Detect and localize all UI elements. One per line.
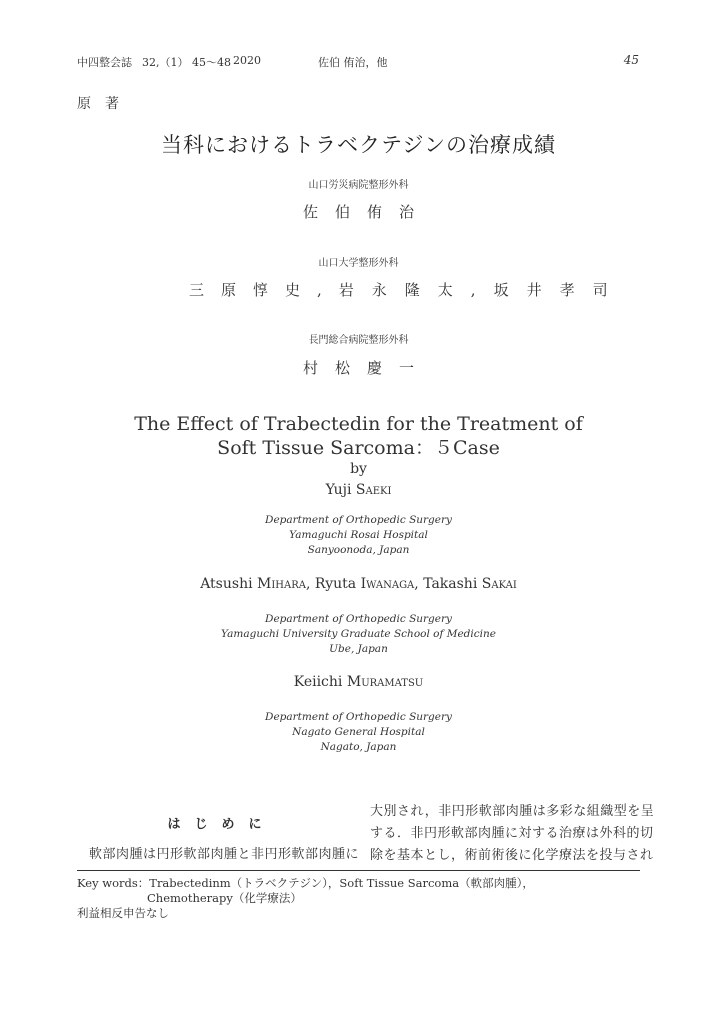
body-left-line-1: 軟部肉腫は円形軟部肉腫と非円形軟部肉腫に [89, 847, 360, 862]
author-en-sakai-family: Sakai [481, 576, 517, 592]
by-label: by [350, 461, 367, 477]
author-sep: , [414, 576, 419, 592]
journal-name: 中四整会誌 [77, 56, 132, 69]
affiliation-en-2-dept: Department of Orthopedic Surgery [265, 613, 452, 625]
journal-volume: 32,（1） 45～48 [142, 56, 231, 69]
author-en-iwanaga-family: Iwanaga [360, 576, 415, 592]
author-jp-1: 佐伯侑治 [302, 203, 431, 221]
body-right-line-2: する．非円形軟部肉腫に対する治療は外科的切 [370, 826, 654, 841]
affiliation-en-1-inst: Yamaguchi Rosai Hospital [289, 529, 428, 541]
author-jp-iwanaga: 岩永隆太, [338, 281, 494, 299]
author-en-mihara-family: Mihara [257, 576, 306, 592]
journal-year: 2020 [233, 54, 261, 67]
affiliation-en-2-inst: Yamaguchi University Graduate School of Medicine [221, 628, 496, 640]
affiliation-en-3-dept: Department of Orthopedic Surgery [265, 711, 452, 723]
author-en-iwanaga-given: Ryuta [314, 576, 357, 592]
keywords-line-1: Key words：Trabectedinm（トラベクテジン），Soft Tissue Sarcoma（軟部肉腫）， [77, 876, 534, 890]
affiliation-en-3-inst: Nagato General Hospital [292, 726, 425, 738]
authors-en-2 [0, 576, 717, 592]
author-en-mihara-given: Atsushi [200, 576, 253, 592]
body-right-line-1: 大別され，非円形軟部肉腫は多彩な組織型を呈 [370, 804, 655, 819]
affiliation-en-3-city: Nagato, Japan [320, 741, 397, 753]
author-en-3-family: Muramatsu [346, 674, 424, 690]
body-right-line-3: 除を基本とし，術前術後に化学療法を投与され [370, 848, 654, 863]
affiliation-en-1-dept: Department of Orthopedic Surgery [265, 514, 452, 526]
author-jp-sakai: 坂井孝司 [493, 281, 626, 299]
author-en-3-given: Keiichi [293, 674, 343, 690]
author-sep: , [306, 576, 311, 592]
author-en-1-family: Saeki [355, 482, 392, 498]
affiliation-en-2-city: Ube, Japan [329, 643, 388, 655]
english-title-line1: The Effect of Trabectedin for the Treatment of [134, 413, 583, 435]
author-en-1-given: Yuji [325, 482, 352, 498]
header-authors: 佐伯 侑治，他 [318, 56, 388, 69]
author-jp-3: 村松慶一 [302, 359, 431, 377]
author-en-sakai-given: Takashi [423, 576, 478, 592]
footnote-divider [77, 870, 640, 871]
page-number: 45 [623, 53, 639, 67]
author-en-1 [0, 482, 717, 498]
keywords-line-2: Chemotherapy（化学療法） [147, 891, 302, 905]
author-jp-mihara: 三原惇史, [189, 281, 339, 299]
english-title-line2: Soft Tissue Sarcoma：５Case [217, 437, 500, 459]
author-en-3 [0, 674, 717, 690]
affiliation-jp-2: 山口大学整形外科 [318, 258, 399, 269]
affiliation-jp-1: 山口労災病院整形外科 [308, 180, 409, 191]
page-title: 当科におけるトラベクテジンの治療成績 [160, 133, 557, 157]
section-label: 原 著 [77, 96, 119, 112]
affiliation-en-1-city: Sanyoonoda, Japan [307, 544, 410, 556]
affiliation-jp-3: 長門総合病院整形外科 [308, 335, 409, 346]
conflict-of-interest: 利益相反申告なし [77, 906, 169, 920]
section-heading-introduction: はじめに [167, 817, 276, 832]
authors-jp-2 [189, 279, 626, 300]
